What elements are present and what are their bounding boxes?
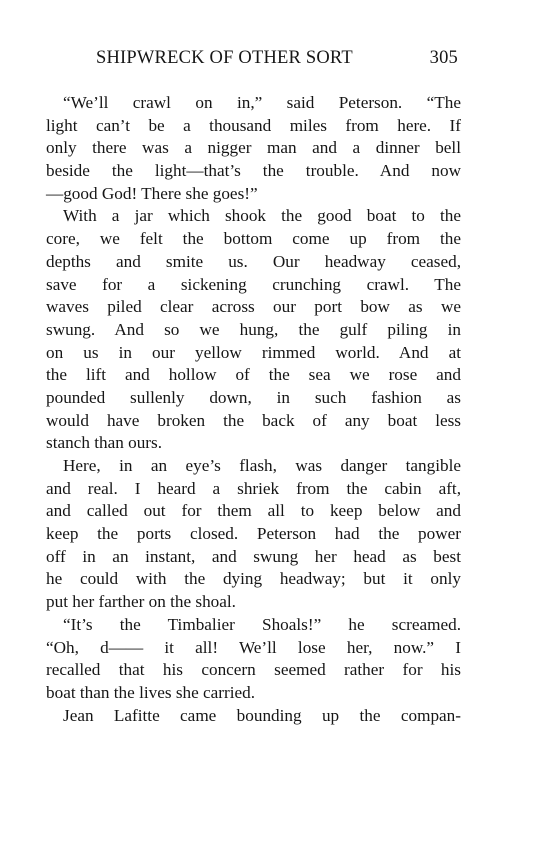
text-line: boat than the lives she carried. xyxy=(46,682,256,702)
body-text xyxy=(46,92,461,727)
page-number: 305 xyxy=(429,48,458,68)
text-line: “Oh, d—— it all! We’ll lose her, now.” I xyxy=(46,637,461,657)
text-line: would have broken the back of any boat less xyxy=(46,410,461,430)
text-line: With a jar which shook the good boat to the xyxy=(63,206,461,226)
running-head-title: SHIPWRECK OF OTHER SORT xyxy=(96,48,353,68)
text-line: the lift and hollow of the sea we rose and xyxy=(46,365,461,385)
text-line: recalled that his concern seemed rather for his xyxy=(46,660,461,680)
text-line: on us in our yellow rimmed world. And at xyxy=(46,342,461,362)
text-line: “We’ll crawl on in,” said Peterson. “The xyxy=(63,93,461,112)
text-line: beside the light—that’s the trouble. And now xyxy=(46,161,461,181)
text-line: Jean Lafitte came bounding up the compan- xyxy=(63,705,461,725)
text-line: depths and smite us. Our headway ceased, xyxy=(46,251,461,271)
text-line: keep the ports closed. Peterson had the power xyxy=(46,524,461,544)
text-line: only there was a nigger man and a dinner bell xyxy=(46,138,461,158)
text-line: and real. I heard a shriek from the cabin aft, xyxy=(46,478,461,498)
text-line: core, we felt the bottom come up from the xyxy=(46,229,461,249)
text-line: —good God! There she goes!” xyxy=(46,183,258,203)
text-line: Here, in an eye’s flash, was danger tangible xyxy=(63,456,461,475)
text-line: and called out for them all to keep below and xyxy=(46,501,461,521)
text-line: stanch than ours. xyxy=(46,433,162,453)
text-line: put her farther on the shoal. xyxy=(46,592,236,612)
text-line: swung. And so we hung, the gulf piling in xyxy=(46,319,461,339)
text-line: off in an instant, and swung her head as best xyxy=(46,546,461,566)
text-line: save for a sickening crunching crawl. The xyxy=(46,274,461,294)
text-line: waves piled clear across our port bow as we xyxy=(46,297,461,317)
text-line: light can’t be a thousand miles from here. If xyxy=(46,115,461,135)
text-line: he could with the dying headway; but it only xyxy=(46,569,461,589)
text-line: pounded sullenly down, in such fashion as xyxy=(46,387,461,407)
text-line: “It’s the Timbalier Shoals!” he screamed. xyxy=(63,614,461,634)
